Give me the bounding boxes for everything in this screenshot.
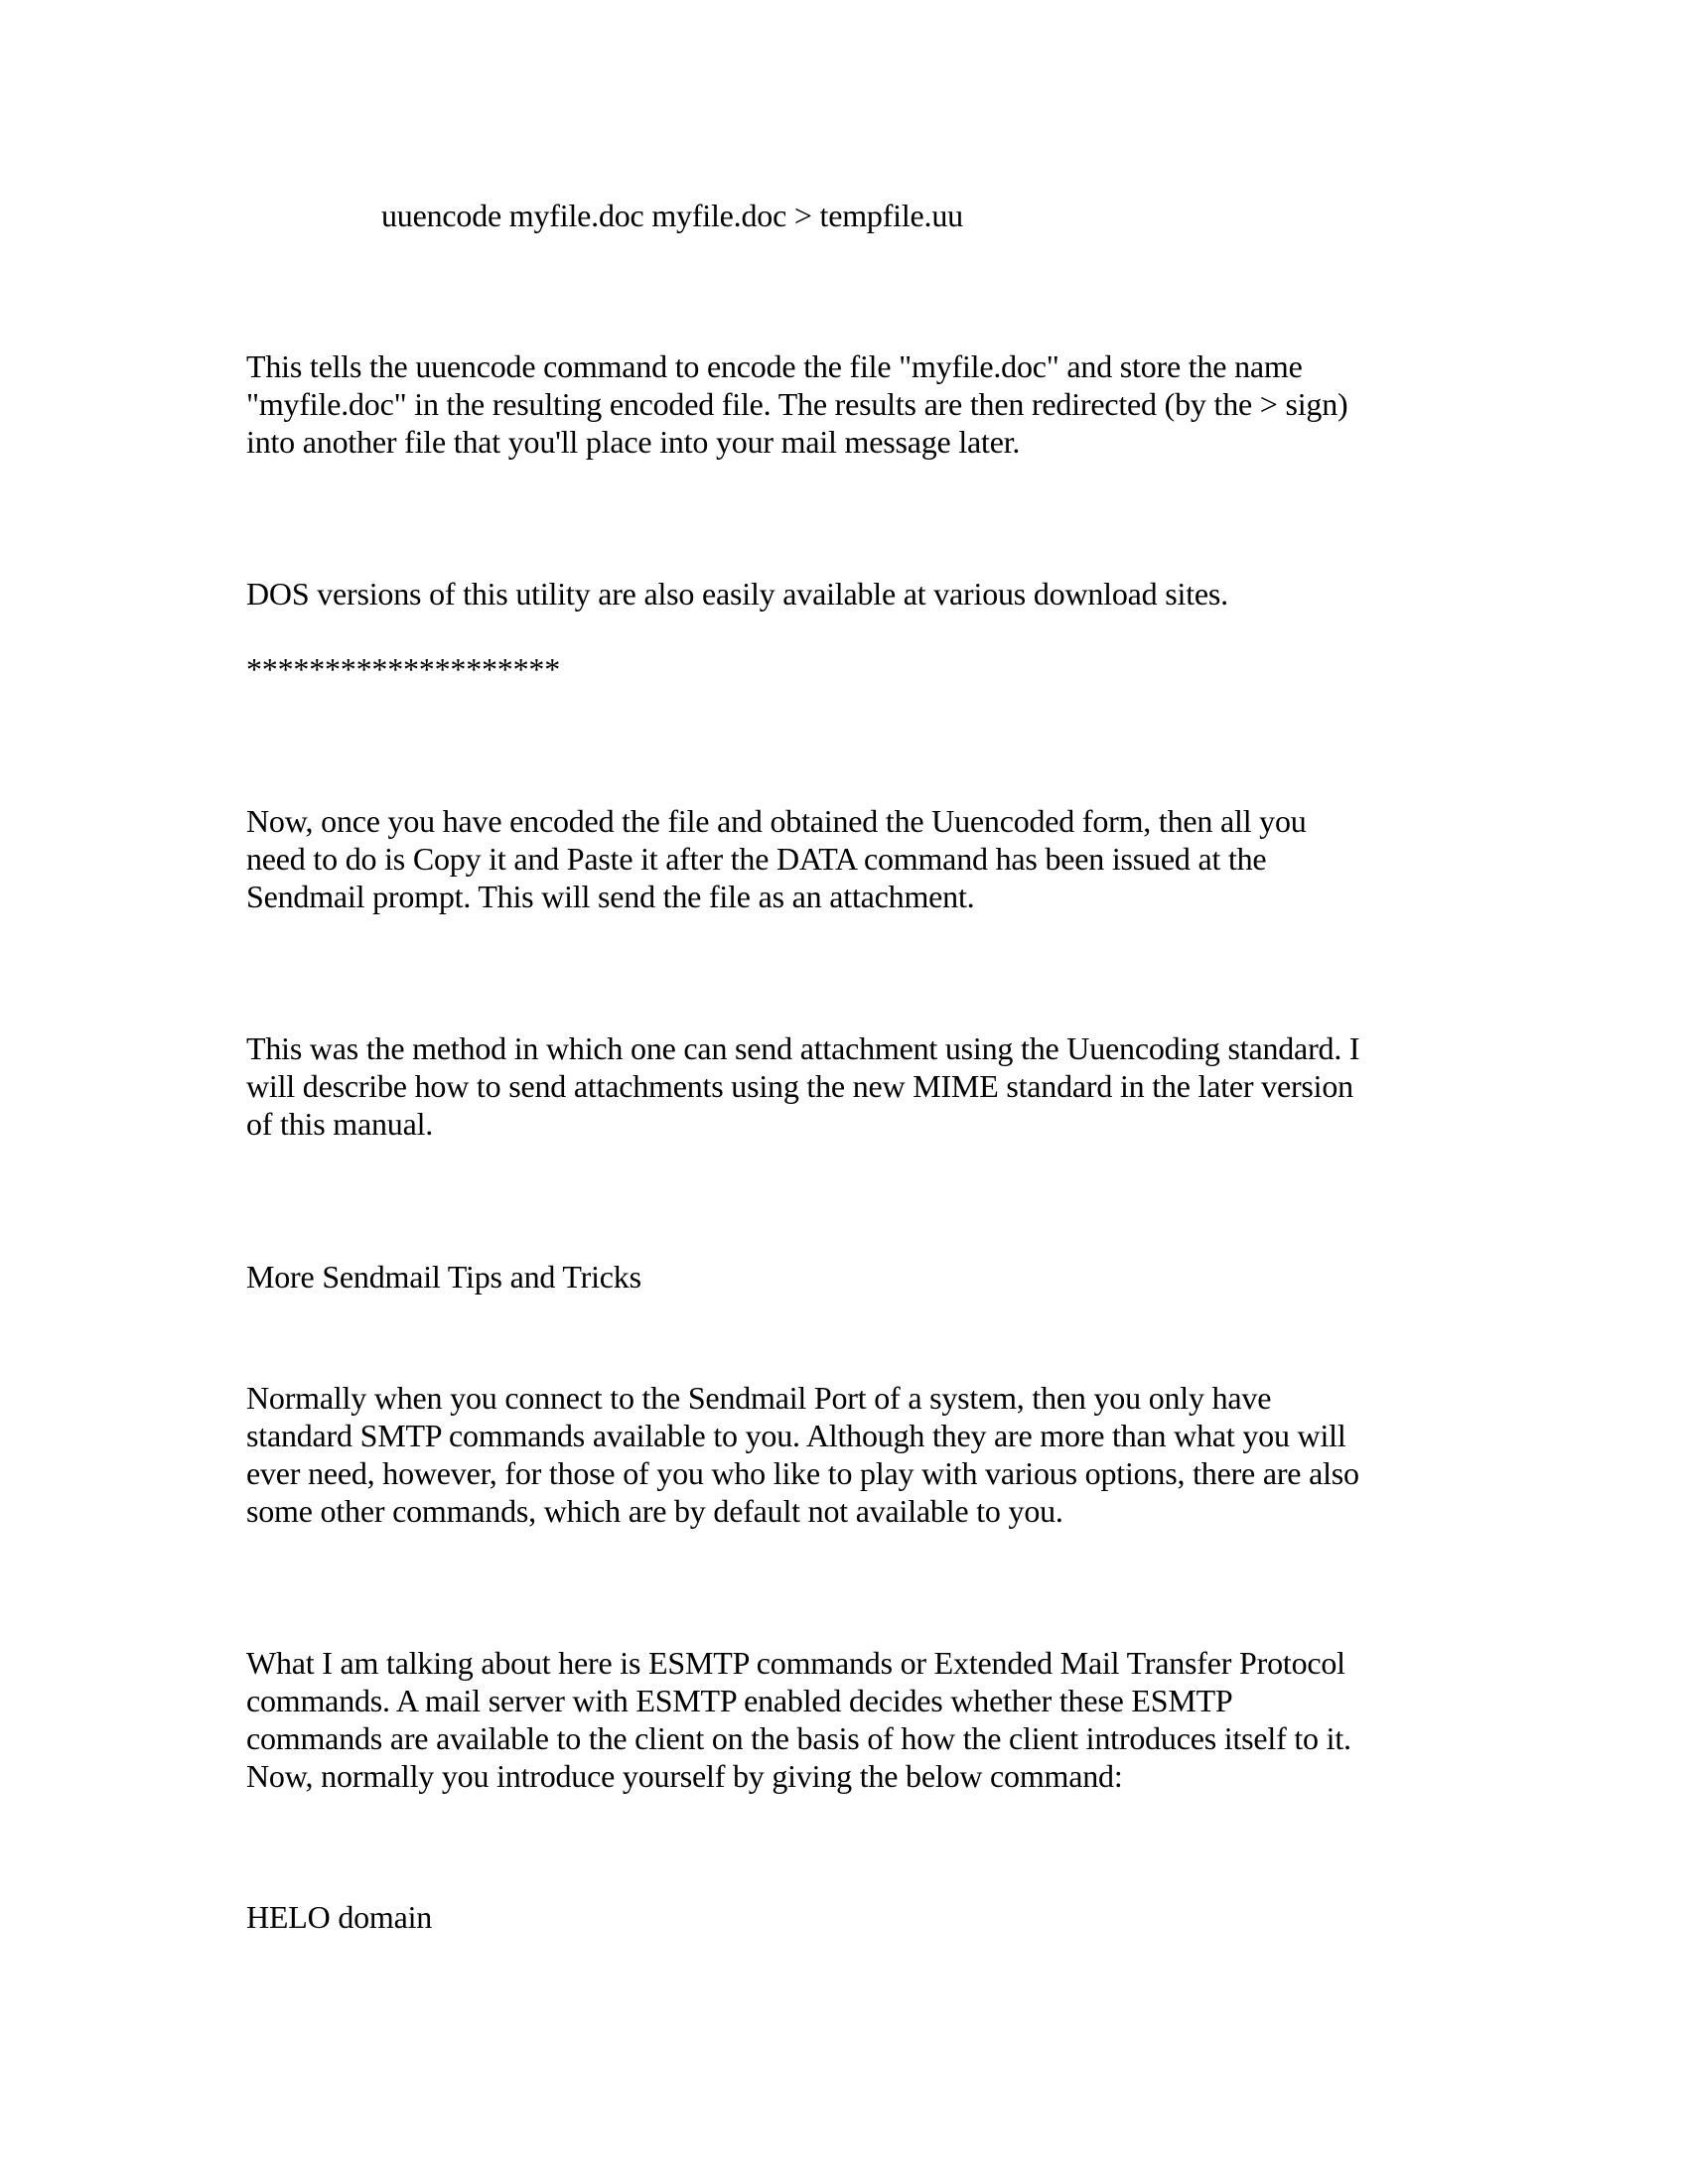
paragraph-copy-paste: [246, 802, 1438, 915]
paragraph-line: of this manual.: [246, 1106, 434, 1142]
paragraph-line: Sendmail prompt. This will send the file as an attachment.: [246, 879, 975, 914]
uuencode-command-example: uuencode myfile.doc myfile.doc > tempfile.uu: [381, 198, 963, 233]
paragraph-line: need to do is Copy it and Paste it after the DATA command has been issued at the: [246, 841, 1267, 877]
paragraph-line: "myfile.doc" in the resulting encoded file. The results are then redirected (by the > sign): [246, 386, 1348, 422]
paragraph-line: Now, normally you introduce yourself by giving the below command:: [246, 1758, 1123, 1794]
paragraph-line: commands are available to the client on the basis of how the client introduces itself to it.: [246, 1720, 1351, 1756]
paragraph-line: What I am talking about here is ESMTP commands or Extended Mail Transfer Protocol: [246, 1645, 1345, 1681]
paragraph-line: commands. A mail server with ESMTP enabled decides whether these ESMTP: [246, 1683, 1233, 1718]
paragraph-line: Now, once you have encoded the file and obtained the Uuencoded form, then all you: [246, 803, 1307, 839]
paragraph-line: This was the method in which one can send attachment using the Uuencoding standard. I: [246, 1030, 1360, 1066]
paragraph-mime-note: [246, 1029, 1438, 1143]
paragraph-line: ever need, however, for those of you who like to play with various options, there are also: [246, 1455, 1359, 1491]
paragraph-line: some other commands, which are by default not available to you.: [246, 1493, 1063, 1529]
paragraph-line: standard SMTP commands available to you. Although they are more than what you will: [246, 1418, 1346, 1453]
helo-command-example: HELO domain: [246, 1899, 433, 1935]
paragraph-uuencode-explanation: [246, 347, 1438, 461]
paragraph-line: This tells the uuencode command to encode the file "myfile.doc" and store the name: [246, 348, 1303, 384]
paragraph-smtp-commands: [246, 1379, 1438, 1530]
asterisk-separator: ********************: [246, 651, 561, 687]
paragraph-line: will describe how to send attachments using the new MIME standard in the later version: [246, 1068, 1353, 1104]
section-heading: More Sendmail Tips and Tricks: [246, 1259, 641, 1295]
paragraph-line: Normally when you connect to the Sendmail Port of a system, then you only have: [246, 1380, 1272, 1416]
paragraph-esmtp: [246, 1644, 1438, 1795]
paragraph-line: into another file that you'll place into your mail message later.: [246, 424, 1021, 460]
paragraph-dos-versions: DOS versions of this utility are also easily available at various download sites.: [246, 576, 1228, 612]
